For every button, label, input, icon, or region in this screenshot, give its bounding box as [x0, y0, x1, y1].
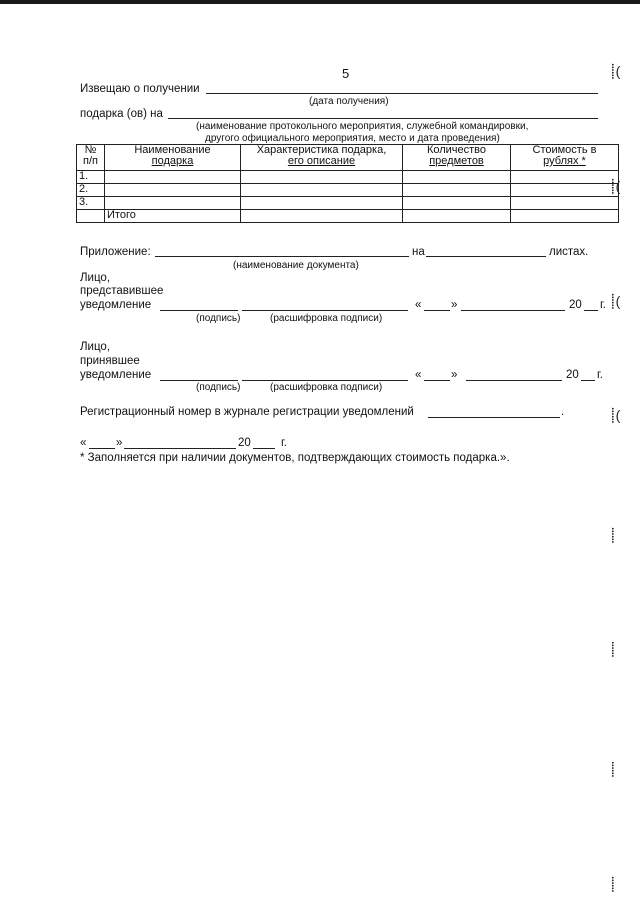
- attachment-sheets-line: [426, 256, 546, 257]
- receiver-quote-close: »: [451, 369, 458, 381]
- table-row: [77, 171, 619, 184]
- scan-mark: ⸽: [611, 876, 616, 892]
- presenter-month-line: [461, 310, 565, 311]
- row-num: 2.: [77, 184, 105, 197]
- presenter-day-line: [424, 310, 450, 311]
- scan-mark: ⸽(: [611, 407, 622, 423]
- scan-mark: ⸽(: [611, 63, 622, 79]
- header-name: Наименование подарка: [105, 145, 241, 171]
- scan-mark: ⸽(: [611, 293, 622, 309]
- date-g: г.: [281, 437, 287, 449]
- table-header-row: [77, 145, 619, 171]
- header-cost: Стоимость в рублях *: [511, 145, 619, 171]
- date-quote-open: «: [80, 437, 87, 449]
- presenter-decode-hint: (расшифровка подписи): [270, 313, 383, 324]
- receiver-month-line: [466, 380, 562, 381]
- receiver-line2: принявшее: [80, 355, 140, 367]
- scan-edge-bar: [0, 0, 640, 4]
- presenter-quote-open: «: [415, 299, 422, 311]
- event-hint-1: (наименование протокольного мероприятия, служебной командировки,: [196, 121, 529, 132]
- footnote: * Заполняется при наличии документов, подтверждающих стоимость подарка.».: [80, 452, 510, 464]
- date-quote-close: »: [116, 437, 123, 449]
- received-label: Извещаю о получении: [80, 83, 200, 95]
- registration-label: Регистрационный номер в журнале регистрации уведомлений: [80, 406, 414, 418]
- scan-mark: ⸽(: [611, 178, 622, 194]
- presenter-year-line: [584, 310, 598, 311]
- scan-mark: ⸽: [611, 641, 616, 657]
- received-hint: (дата получения): [309, 96, 389, 107]
- event-hint-2: другого официального мероприятия, место и дата проведения): [205, 133, 500, 144]
- receiver-decode-hint: (расшифровка подписи): [270, 382, 383, 393]
- scan-mark: ⸽: [611, 527, 616, 543]
- table-total-row: [77, 210, 619, 223]
- registration-number-line: [428, 417, 560, 418]
- attachment-name-line: [155, 256, 409, 257]
- gifts-label: подарка (ов) на: [80, 108, 163, 120]
- receiver-decode-line: [242, 380, 408, 381]
- presenter-decode-line: [242, 310, 408, 311]
- receiver-year-line: [581, 380, 595, 381]
- receiver-day-line: [424, 380, 450, 381]
- received-date-line: [206, 93, 598, 94]
- receiver-line3: уведомление: [80, 369, 152, 381]
- receiver-line1: Лицо,: [80, 341, 111, 353]
- header-desc: Характеристика подарка, его описание: [241, 145, 403, 171]
- presenter-year: 20: [569, 299, 582, 311]
- gifts-table: [76, 144, 622, 223]
- row-num: 3.: [77, 197, 105, 210]
- event-line: [168, 118, 598, 119]
- presenter-line3: уведомление: [80, 299, 152, 311]
- attachment-on: на: [412, 246, 425, 258]
- presenter-sign-line: [160, 310, 238, 311]
- attachment-sheets: листах.: [549, 246, 589, 258]
- presenter-quote-close: »: [451, 299, 458, 311]
- receiver-sign-line: [160, 380, 238, 381]
- presenter-line2: представившее: [80, 285, 164, 297]
- date-year: 20: [238, 437, 251, 449]
- page-number: 5: [342, 66, 350, 81]
- presenter-line1: Лицо,: [80, 272, 111, 284]
- receiver-sign-hint: (подпись): [196, 382, 241, 393]
- presenter-sign-hint: (подпись): [196, 313, 241, 324]
- receiver-g: г.: [597, 369, 603, 381]
- row-num: 1.: [77, 171, 105, 184]
- scan-mark: ⸽: [611, 761, 616, 777]
- total-label: Итого: [105, 210, 241, 223]
- header-num: № п/п: [77, 145, 105, 171]
- table-row: [77, 184, 619, 197]
- attachment-hint: (наименование документа): [233, 260, 359, 271]
- receiver-year: 20: [566, 369, 579, 381]
- date-month-line: [124, 448, 236, 449]
- table-row: [77, 197, 619, 210]
- date-year-line: [253, 448, 275, 449]
- presenter-g: г.: [600, 299, 606, 311]
- receiver-quote-open: «: [415, 369, 422, 381]
- date-day-line: [89, 448, 115, 449]
- header-qty: Количество предметов: [403, 145, 511, 171]
- attachment-label: Приложение:: [80, 246, 151, 258]
- registration-end: .: [561, 406, 565, 418]
